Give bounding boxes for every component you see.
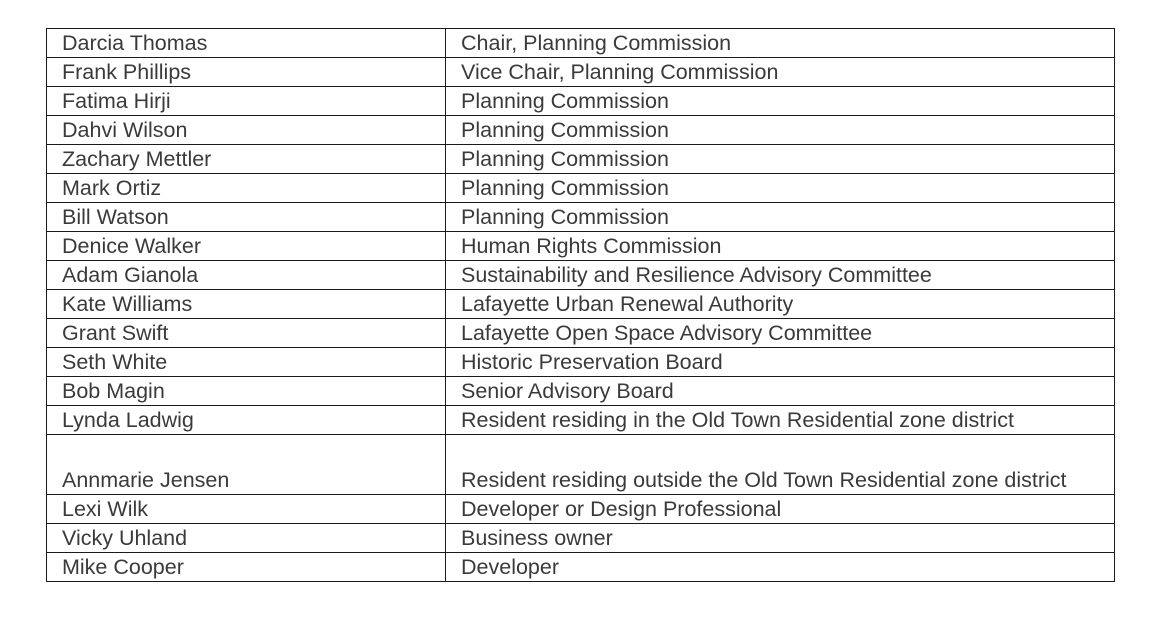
member-name: Vicky Uhland xyxy=(47,524,446,553)
member-role: Vice Chair, Planning Commission xyxy=(446,58,1115,87)
member-role: Historic Preservation Board xyxy=(446,348,1115,377)
member-role: Lafayette Urban Renewal Authority xyxy=(446,290,1115,319)
member-role: Developer or Design Professional xyxy=(446,495,1115,524)
member-name: Denice Walker xyxy=(47,232,446,261)
table-row xyxy=(47,524,1115,553)
table-row xyxy=(47,174,1115,203)
table-row xyxy=(47,406,1115,435)
member-role: Planning Commission xyxy=(446,203,1115,232)
table-row xyxy=(47,435,1115,495)
member-role: Chair, Planning Commission xyxy=(446,29,1115,58)
member-role: Sustainability and Resilience Advisory Committee xyxy=(446,261,1115,290)
table-row xyxy=(47,145,1115,174)
table-row xyxy=(47,87,1115,116)
member-role: Planning Commission xyxy=(446,174,1115,203)
member-name: Seth White xyxy=(47,348,446,377)
member-name: Darcia Thomas xyxy=(47,29,446,58)
member-name: Grant Swift xyxy=(47,319,446,348)
table-row xyxy=(47,377,1115,406)
member-name: Lexi Wilk xyxy=(47,495,446,524)
member-name: Frank Phillips xyxy=(47,58,446,87)
member-name: Fatima Hirji xyxy=(47,87,446,116)
member-name: Dahvi Wilson xyxy=(47,116,446,145)
member-name: Lynda Ladwig xyxy=(47,406,446,435)
members-table xyxy=(46,28,1115,582)
member-name: Mark Ortiz xyxy=(47,174,446,203)
table-row xyxy=(47,290,1115,319)
table-row xyxy=(47,319,1115,348)
table-row xyxy=(47,29,1115,58)
member-role: Lafayette Open Space Advisory Committee xyxy=(446,319,1115,348)
member-name: Zachary Mettler xyxy=(47,145,446,174)
table-row xyxy=(47,232,1115,261)
member-role: Developer xyxy=(446,553,1115,582)
table-row xyxy=(47,58,1115,87)
member-role: Planning Commission xyxy=(446,87,1115,116)
member-name: Annmarie Jensen xyxy=(47,435,446,495)
member-role: Senior Advisory Board xyxy=(446,377,1115,406)
member-role: Planning Commission xyxy=(446,116,1115,145)
member-name: Adam Gianola xyxy=(47,261,446,290)
member-role: Business owner xyxy=(446,524,1115,553)
table-row xyxy=(47,116,1115,145)
member-name: Kate Williams xyxy=(47,290,446,319)
table-row xyxy=(47,261,1115,290)
table-row xyxy=(47,348,1115,377)
table-row xyxy=(47,203,1115,232)
member-name: Bill Watson xyxy=(47,203,446,232)
member-role: Resident residing in the Old Town Residential zone district xyxy=(446,406,1115,435)
table-row xyxy=(47,495,1115,524)
member-name: Mike Cooper xyxy=(47,553,446,582)
member-role: Resident residing outside the Old Town Residential zone district xyxy=(446,435,1115,495)
members-table-body xyxy=(47,29,1115,582)
member-role: Human Rights Commission xyxy=(446,232,1115,261)
table-row xyxy=(47,553,1115,582)
member-name: Bob Magin xyxy=(47,377,446,406)
member-role: Planning Commission xyxy=(446,145,1115,174)
